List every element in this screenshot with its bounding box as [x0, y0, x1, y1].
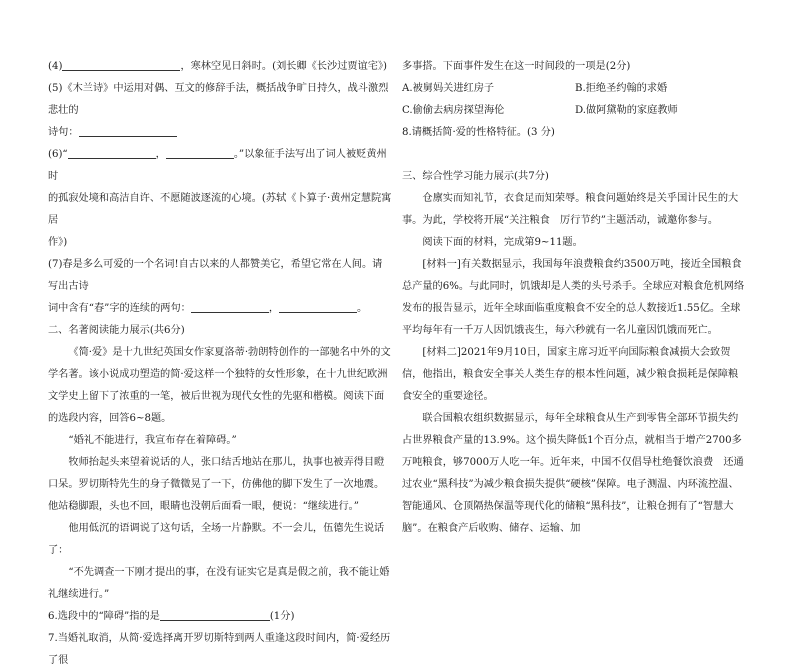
answer-space[interactable] [402, 144, 748, 166]
passage-quote-1: “婚礼不能进行，我宣布存在着障碍。” [68, 435, 237, 446]
question-5: (5)《木兰诗》中运用对偶、互文的修辞手法，概括战争旷日持久，战斗激烈悲壮的 [48, 83, 389, 116]
choice-row-2 [402, 100, 748, 122]
passage-quote-2: “不先调查一下刚才提出的事，在没有证实它是真是假之前，我不能让婚礼继续进行。” [48, 567, 390, 600]
question-6-cont: 的孤寂处境和高洁自许、不愿随波逐流的心境。(苏轼《卜算子·黄州定慧院寓居 [48, 193, 392, 226]
section-3-title: 三、综合性学习能力展示(共7分) [402, 171, 549, 182]
q6-number: (6)“ [48, 149, 68, 160]
right-column [402, 56, 748, 540]
question-6-names [48, 606, 392, 628]
material-1: [材料一]有关数据显示，我国每年浪费粮食约3500万吨，接近全国粮食总产量的6%。与此同时，饥饿却是人类的头号杀手。全球应对粮食危机网络发布的报告显示，近年全球面临重度粮食不安全的总人数接近1.55亿。全球平均每年有一千万人因饥饿丧生，每六秒就有一名儿童因饥饿而死亡。 [402, 259, 745, 336]
passage-para-3: 他用低沉的语调说了这句话，全场一片静默。不一会儿，伍德先生说话了： [48, 523, 385, 556]
option-c[interactable]: C.偷偷去病房探望海伦 [402, 105, 505, 116]
option-a[interactable]: A.被舅妈关进红房子 [402, 83, 495, 94]
q4-source: ，寒林空见日斜时。(刘长卿《长沙过贾谊宅》) [180, 61, 388, 72]
left-column [48, 56, 392, 672]
question-7: (7)春是多么可爱的一个名词!自古以来的人都赞美它，希望它常在人间。请写出古诗 [48, 259, 383, 292]
q7-label: 词中含有“春”字的连续的两句： [48, 303, 191, 314]
q5-label: 诗句： [48, 127, 79, 138]
answer-blank[interactable] [79, 124, 177, 137]
question-7-cont: 多事搭。下面事件发生在这一时间段的一项是(2分) [402, 61, 631, 72]
answer-blank[interactable] [166, 146, 234, 159]
answer-blank[interactable] [68, 146, 156, 159]
question-6 [48, 144, 392, 188]
question-7-answer [48, 298, 392, 320]
punct: ， [155, 149, 166, 160]
question-5-answer [48, 122, 392, 144]
answer-blank[interactable] [160, 608, 270, 621]
section-3-intro: 仓廪实而知礼节，衣食足而知荣辱。粮食问题始终是关乎国计民生的大事。为此，学校将开展“关注粮食 厉行节约”主题活动，诚邀你参与。 [402, 193, 739, 226]
question-7-names: 7.当婚礼取消，从简·爱选择离开罗切斯特到两人重逢这段时间内，简·爱经历了很 [48, 633, 391, 666]
material-2: [材料二]2021年9月10日，国家主席习近平向国际粮食减损大会致贺信，他指出，粮食安全事关人类生存的根本性问题，减少粮食损耗是保障粮食安全的重要途径。 [402, 347, 739, 402]
answer-blank[interactable] [191, 300, 269, 313]
question-6-end: 作》) [48, 237, 68, 248]
q6-score: (1分) [269, 611, 295, 622]
option-d[interactable]: D.做阿黛勒的家庭教师 [575, 105, 678, 116]
reading-instruction: 阅读下面的材料，完成第9~11题。 [422, 237, 583, 248]
section-2-title: 二、名著阅读能力展示(共6分) [48, 325, 185, 336]
question-4 [48, 56, 392, 78]
q4-number: (4) [48, 61, 63, 72]
q6-text: 。”以象征手法写出了词人被贬黄州时 [48, 149, 387, 182]
option-b[interactable]: B.拒绝圣约翰的求婚 [575, 83, 668, 94]
answer-blank[interactable] [62, 58, 180, 71]
punct: ， [268, 303, 280, 314]
q6-stem: 6.选段中的“障碍”指的是 [48, 611, 160, 622]
choice-row-1 [402, 78, 748, 100]
passage-para-2: 牧师抬起头来望着说话的人，张口结舌地站在那儿，执事也被弄得目瞪口呆。罗切斯特先生的身子微微晃了一下，仿佛他的脚下发生了一次地震。他站稳脚跟，头也不回，眼睛也没朝后面看一眼，便说：“继续进行。” [48, 457, 385, 512]
material-2-cont: 联合国粮农组织数据显示，每年全球粮食从生产到零售全部环节损失约占世界粮食产量的13.9%。这个损失降低1个百分点，就相当于增产2700多万吨粮食，够7000万人吃一年。近年来，中国不仅倡导杜绝餐饮浪费 还通过农业“黑科技”为减少粮食损失提供“硬核”保障。电子测温、内环流控温、智能通风、仓顶隔热保温等现代化的储粮“黑科技”，让粮仓拥有了“智慧大脑”。在粮食产后收购、储存、运输、加 [402, 413, 744, 534]
question-8: 8.请概括简·爱的性格特征。(3 分) [402, 127, 555, 138]
answer-blank[interactable] [279, 300, 357, 313]
passage-intro: 《简·爱》是十九世纪英国女作家夏洛蒂·勃朗特创作的一部驰名中外的文学名著。该小说成功塑造的简·爱这样一个独特的女性形象，在十九世纪欧洲文学史上留下了浓重的一笔，被后世视为现代女性的先驱和楷模。阅读下面的选段内容，回答6~8题。 [48, 347, 391, 424]
punct: 。 [357, 303, 368, 314]
